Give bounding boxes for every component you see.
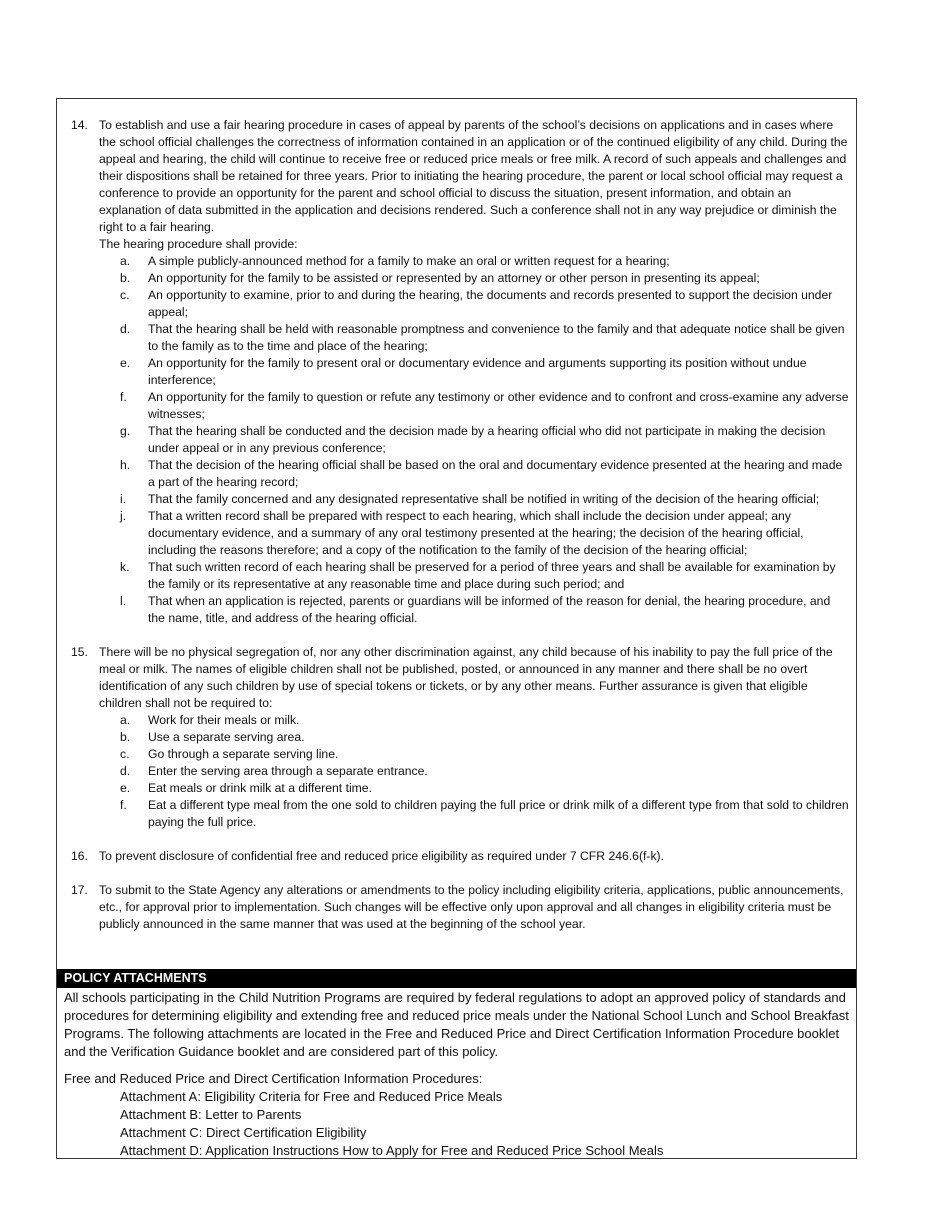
hearing-procedure-list [99, 253, 850, 627]
sub-letter: d. [120, 322, 131, 336]
sub-letter: g. [120, 424, 131, 438]
sub-item [99, 780, 850, 797]
sub-letter: h. [120, 458, 131, 472]
sub-item [99, 270, 850, 287]
attachment-item: Attachment A: Eligibility Criteria for Free and Reduced Price Meals [120, 1089, 503, 1104]
sub-letter: f. [120, 798, 127, 812]
attachment-item: Attachment B: Letter to Parents [120, 1107, 302, 1122]
sub-letter: f. [120, 390, 127, 404]
sub-letter: e. [120, 781, 131, 795]
sub-text: That when an application is rejected, parents or guardians will be informed of the reason for denial, the hearing procedure, and the name, title, and address of the hearing official. [148, 594, 831, 625]
sub-text: Eat a different type meal from the one sold to children paying the full price or drink milk of a different type from that sold to children paying the full price. [148, 798, 849, 829]
policy-item-16 [57, 848, 856, 865]
sub-text: Enter the serving area through a separate entrance. [148, 764, 428, 778]
attachments-list [64, 1088, 852, 1160]
sub-letter: b. [120, 271, 131, 285]
sub-item [99, 593, 850, 627]
sub-text: That the hearing shall be held with reasonable promptness and convenience to the family and that adequate notice shall be given to the family as to the time and place of the hearing; [148, 322, 845, 353]
sub-letter: d. [120, 764, 131, 778]
sub-item [99, 355, 850, 389]
sub-item [99, 729, 850, 746]
sub-text: That such written record of each hearing shall be preserved for a period of three years and shall be available for examination by the family or its representative at any reasonable time and place during such period; and [148, 560, 836, 591]
sub-letter: a. [120, 254, 131, 268]
assurance-list [99, 712, 850, 831]
sub-item [99, 746, 850, 763]
item-number: 14. [71, 118, 88, 132]
sub-letter: a. [120, 713, 131, 727]
sub-item [99, 389, 850, 423]
procedures-title: Free and Reduced Price and Direct Certification Information Procedures: [64, 1071, 483, 1086]
sub-text: That the family concerned and any designated representative shall be notified in writing of the decision of the hearing official; [148, 492, 820, 506]
policy-item-17 [57, 882, 856, 933]
sub-item [99, 253, 850, 270]
sub-letter: k. [120, 560, 130, 574]
sub-text: Use a separate serving area. [148, 730, 305, 744]
sub-letter: j. [120, 509, 127, 523]
sub-letter: c. [120, 288, 130, 302]
policy-attachments-body [64, 989, 852, 1160]
sub-text: Go through a separate serving line. [148, 747, 339, 761]
sub-item [99, 457, 850, 491]
sub-text: An opportunity for the family to be assisted or represented by an attorney or other person in presenting its appeal; [148, 271, 760, 285]
sub-text: An opportunity to examine, prior to and during the hearing, the documents and records presented to support the decision under appeal; [148, 288, 833, 319]
sub-text: A simple publicly-announced method for a family to make an oral or written request for a hearing; [148, 254, 670, 268]
sub-text: That the hearing shall be conducted and the decision made by a hearing official who did not participate in making the decision under appeal or in any previous conference; [148, 424, 826, 455]
item-number: 16. [71, 849, 88, 863]
sub-item [99, 287, 850, 321]
sub-text: Work for their meals or milk. [148, 713, 300, 727]
policy-attachments-header: POLICY ATTACHMENTS [57, 969, 856, 988]
sub-text: An opportunity for the family to present oral or documentary evidence and arguments supporting its position without undue interference; [148, 356, 807, 387]
item-text: To prevent disclosure of confidential free and reduced price eligibility as required under 7 CFR 246.6(f-k). [99, 849, 664, 863]
sub-item [99, 797, 850, 831]
sub-item [99, 508, 850, 559]
sub-letter: i. [120, 492, 127, 506]
sub-text: An opportunity for the family to question or refute any testimony or other evidence and to confront and cross-examine any adverse witnesses; [148, 390, 849, 421]
item-text: To establish and use a fair hearing procedure in cases of appeal by parents of the school’s decisions on applications and in cases where the school official challenges the correctness of information contained in an application or of the continued eligibility of any child. During the appeal and hearing, the child will continue to receive free or reduced price meals or free milk. A record of such appeals and challenges and their dispositions shall be retained for three years. Prior to initiating the hearing procedure, the parent or local school official may request a conference to provide an opportunity for the parent and school official to discuss the situation, present information, and obtain an explanation of data submitted in the application and decisions rendered. Such a conference shall not in any way prejudice or diminish the right to a fair hearing. [99, 118, 848, 234]
sub-item [99, 423, 850, 457]
sub-letter: b. [120, 730, 131, 744]
item-text: To submit to the State Agency any alterations or amendments to the policy including eligibility criteria, applications, public announcements, etc., for approval prior to implementation. Such changes will be effective only upon approval and all changes in eligibility criteria must be publicly announced in the same manner that was used at the beginning of the school year. [99, 883, 844, 931]
sub-letter: e. [120, 356, 131, 370]
item-number: 17. [71, 883, 88, 897]
policy-item-14 [57, 117, 856, 627]
policy-item-15 [57, 644, 856, 831]
attachment-item: Attachment D: Application Instructions How to Apply for Free and Reduced Price School Meals [120, 1143, 664, 1158]
sub-letter: l. [120, 594, 127, 608]
policy-items-list [57, 117, 856, 950]
policy-attachments-paragraph: All schools participating in the Child Nutrition Programs are required by federal regulations to adopt an approved policy of standards and procedures for determining eligibility and extending free and reduced price meals under the National School Lunch and School Breakfast Programs. The following attachments are located in the Free and Reduced Price and Direct Certification Information Procedure booklet and the Verification Guidance booklet and are considered part of this policy. [64, 990, 849, 1059]
policy-document-frame [56, 98, 857, 1159]
sub-item [99, 491, 850, 508]
sub-item [99, 712, 850, 729]
sub-letter: c. [120, 747, 130, 761]
item-intro: The hearing procedure shall provide: [99, 237, 298, 251]
sub-item [99, 321, 850, 355]
sub-item [99, 763, 850, 780]
sub-item [99, 559, 850, 593]
sub-text: That a written record shall be prepared with respect to each hearing, which shall include the decision under appeal; any documentary evidence, and a summary of any oral testimony presented at the hearing; the decision of the hearing official, including the reasons therefore; and a copy of the notification to the family of the decision of the hearing official; [148, 509, 804, 557]
item-number: 15. [71, 645, 88, 659]
item-text: There will be no physical segregation of, nor any other discrimination against, any child because of his inability to pay the full price of the meal or milk. The names of eligible children shall not be published, posted, or announced in any manner and there shall be no overt identification of any such children by use of special tokens or tickets, or by any other means. Further assurance is given that eligible children shall not be required to: [99, 645, 833, 710]
sub-text: That the decision of the hearing official shall be based on the oral and documentary evidence presented at the hearing and made a part of the hearing record; [148, 458, 843, 489]
attachment-item: Attachment C: Direct Certification Eligibility [120, 1125, 367, 1140]
sub-text: Eat meals or drink milk at a different time. [148, 781, 372, 795]
